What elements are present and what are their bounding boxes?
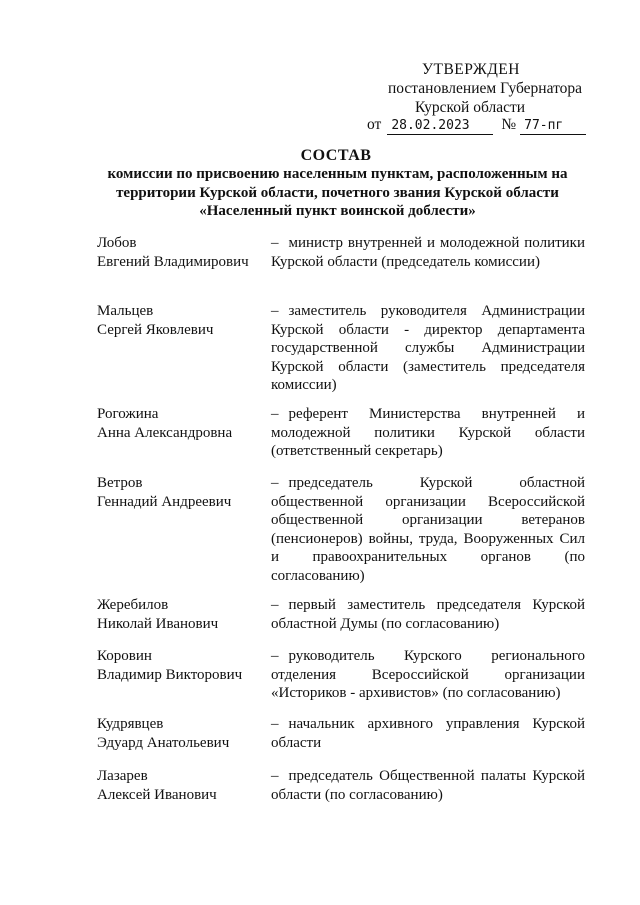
dash-mark: – xyxy=(271,303,279,319)
member-role-text: заместитель руководителя Администрации Курской области - директор департамента государственной службы Администрации Курской области (заместитель председателя комиссии) xyxy=(271,303,585,393)
member-role xyxy=(271,596,585,633)
member-given-names: Эдуард Анатольевич xyxy=(97,734,230,751)
member-surname: Ветров xyxy=(97,475,143,491)
member-role-text: первый заместитель председателя Курской областной Думы (по согласованию) xyxy=(271,597,585,632)
member-name xyxy=(97,647,267,684)
member-role-text: председатель Общественной палаты Курской области (по согласованию) xyxy=(271,768,585,803)
member-role xyxy=(271,234,585,271)
document-title: СОСТАВ xyxy=(300,147,372,164)
member-role-text: министр внутренней и молодежной политики Курской области (председатель комиссии) xyxy=(271,235,585,270)
dash-mark: – xyxy=(271,235,279,251)
approval-title: УТВЕРЖДЕН xyxy=(422,61,520,78)
member-name xyxy=(97,405,267,442)
member-surname: Кудрявцев xyxy=(97,716,164,732)
member-given-names: Владимир Викторович xyxy=(97,666,243,683)
member-role xyxy=(271,767,585,804)
member-role xyxy=(271,474,585,585)
member-role xyxy=(271,647,585,703)
approval-authority: постановлением Губернатора xyxy=(388,80,583,97)
dash-mark: – xyxy=(271,597,279,613)
member-surname: Лазарев xyxy=(97,768,148,784)
member-name xyxy=(97,474,267,511)
member-surname: Коровин xyxy=(97,648,152,664)
member-name xyxy=(97,596,267,633)
approval-number: 77-пг xyxy=(520,117,586,135)
member-surname: Жеребилов xyxy=(97,597,169,613)
member-role-text: председатель Курской областной общественной организации Всероссийской общественной организации ветеранов (пенсионеров) войны, труда, Вооруженных Сил и правоохранительных органов (по согласованию) xyxy=(271,475,585,584)
member-name xyxy=(97,767,267,804)
member-name xyxy=(97,302,267,339)
member-given-names: Евгений Владимирович xyxy=(97,253,249,270)
member-surname: Мальцев xyxy=(97,303,154,319)
member-given-names: Сергей Яковлевич xyxy=(97,321,214,338)
approval-region: Курской области xyxy=(415,99,526,116)
member-role xyxy=(271,715,585,752)
member-surname: Рогожина xyxy=(97,406,159,422)
dash-mark: – xyxy=(271,406,279,422)
member-given-names: Николай Иванович xyxy=(97,615,219,632)
date-prefix: от xyxy=(367,116,382,133)
member-given-names: Анна Александровна xyxy=(97,424,233,441)
number-prefix: № xyxy=(501,116,517,133)
dash-mark: – xyxy=(271,716,279,732)
member-role-text: референт Министерства внутренней и молодежной политики Курской области (ответственный секретарь) xyxy=(271,406,585,459)
approval-date: 28.02.2023 xyxy=(387,117,493,135)
member-role-text: руководитель Курского регионального отделения Всероссийской организации «Историков - архивистов» (по согласованию) xyxy=(271,648,585,701)
member-role xyxy=(271,405,585,461)
dash-mark: – xyxy=(271,768,279,784)
member-name xyxy=(97,715,267,752)
document-subtitle: комиссии по присвоению населенным пунктам, расположенным на территории Курской области, почетного звания Курской области «Населенный пункт воинской доблести» xyxy=(107,166,568,219)
member-surname: Лобов xyxy=(97,235,137,251)
member-given-names: Геннадий Андреевич xyxy=(97,493,232,510)
approval-date-number xyxy=(367,115,586,135)
member-given-names: Алексей Иванович xyxy=(97,786,217,803)
member-role-text: начальник архивного управления Курской области xyxy=(271,716,585,751)
dash-mark: – xyxy=(271,648,279,664)
dash-mark: – xyxy=(271,475,279,491)
member-name xyxy=(97,234,267,271)
member-role xyxy=(271,302,585,395)
